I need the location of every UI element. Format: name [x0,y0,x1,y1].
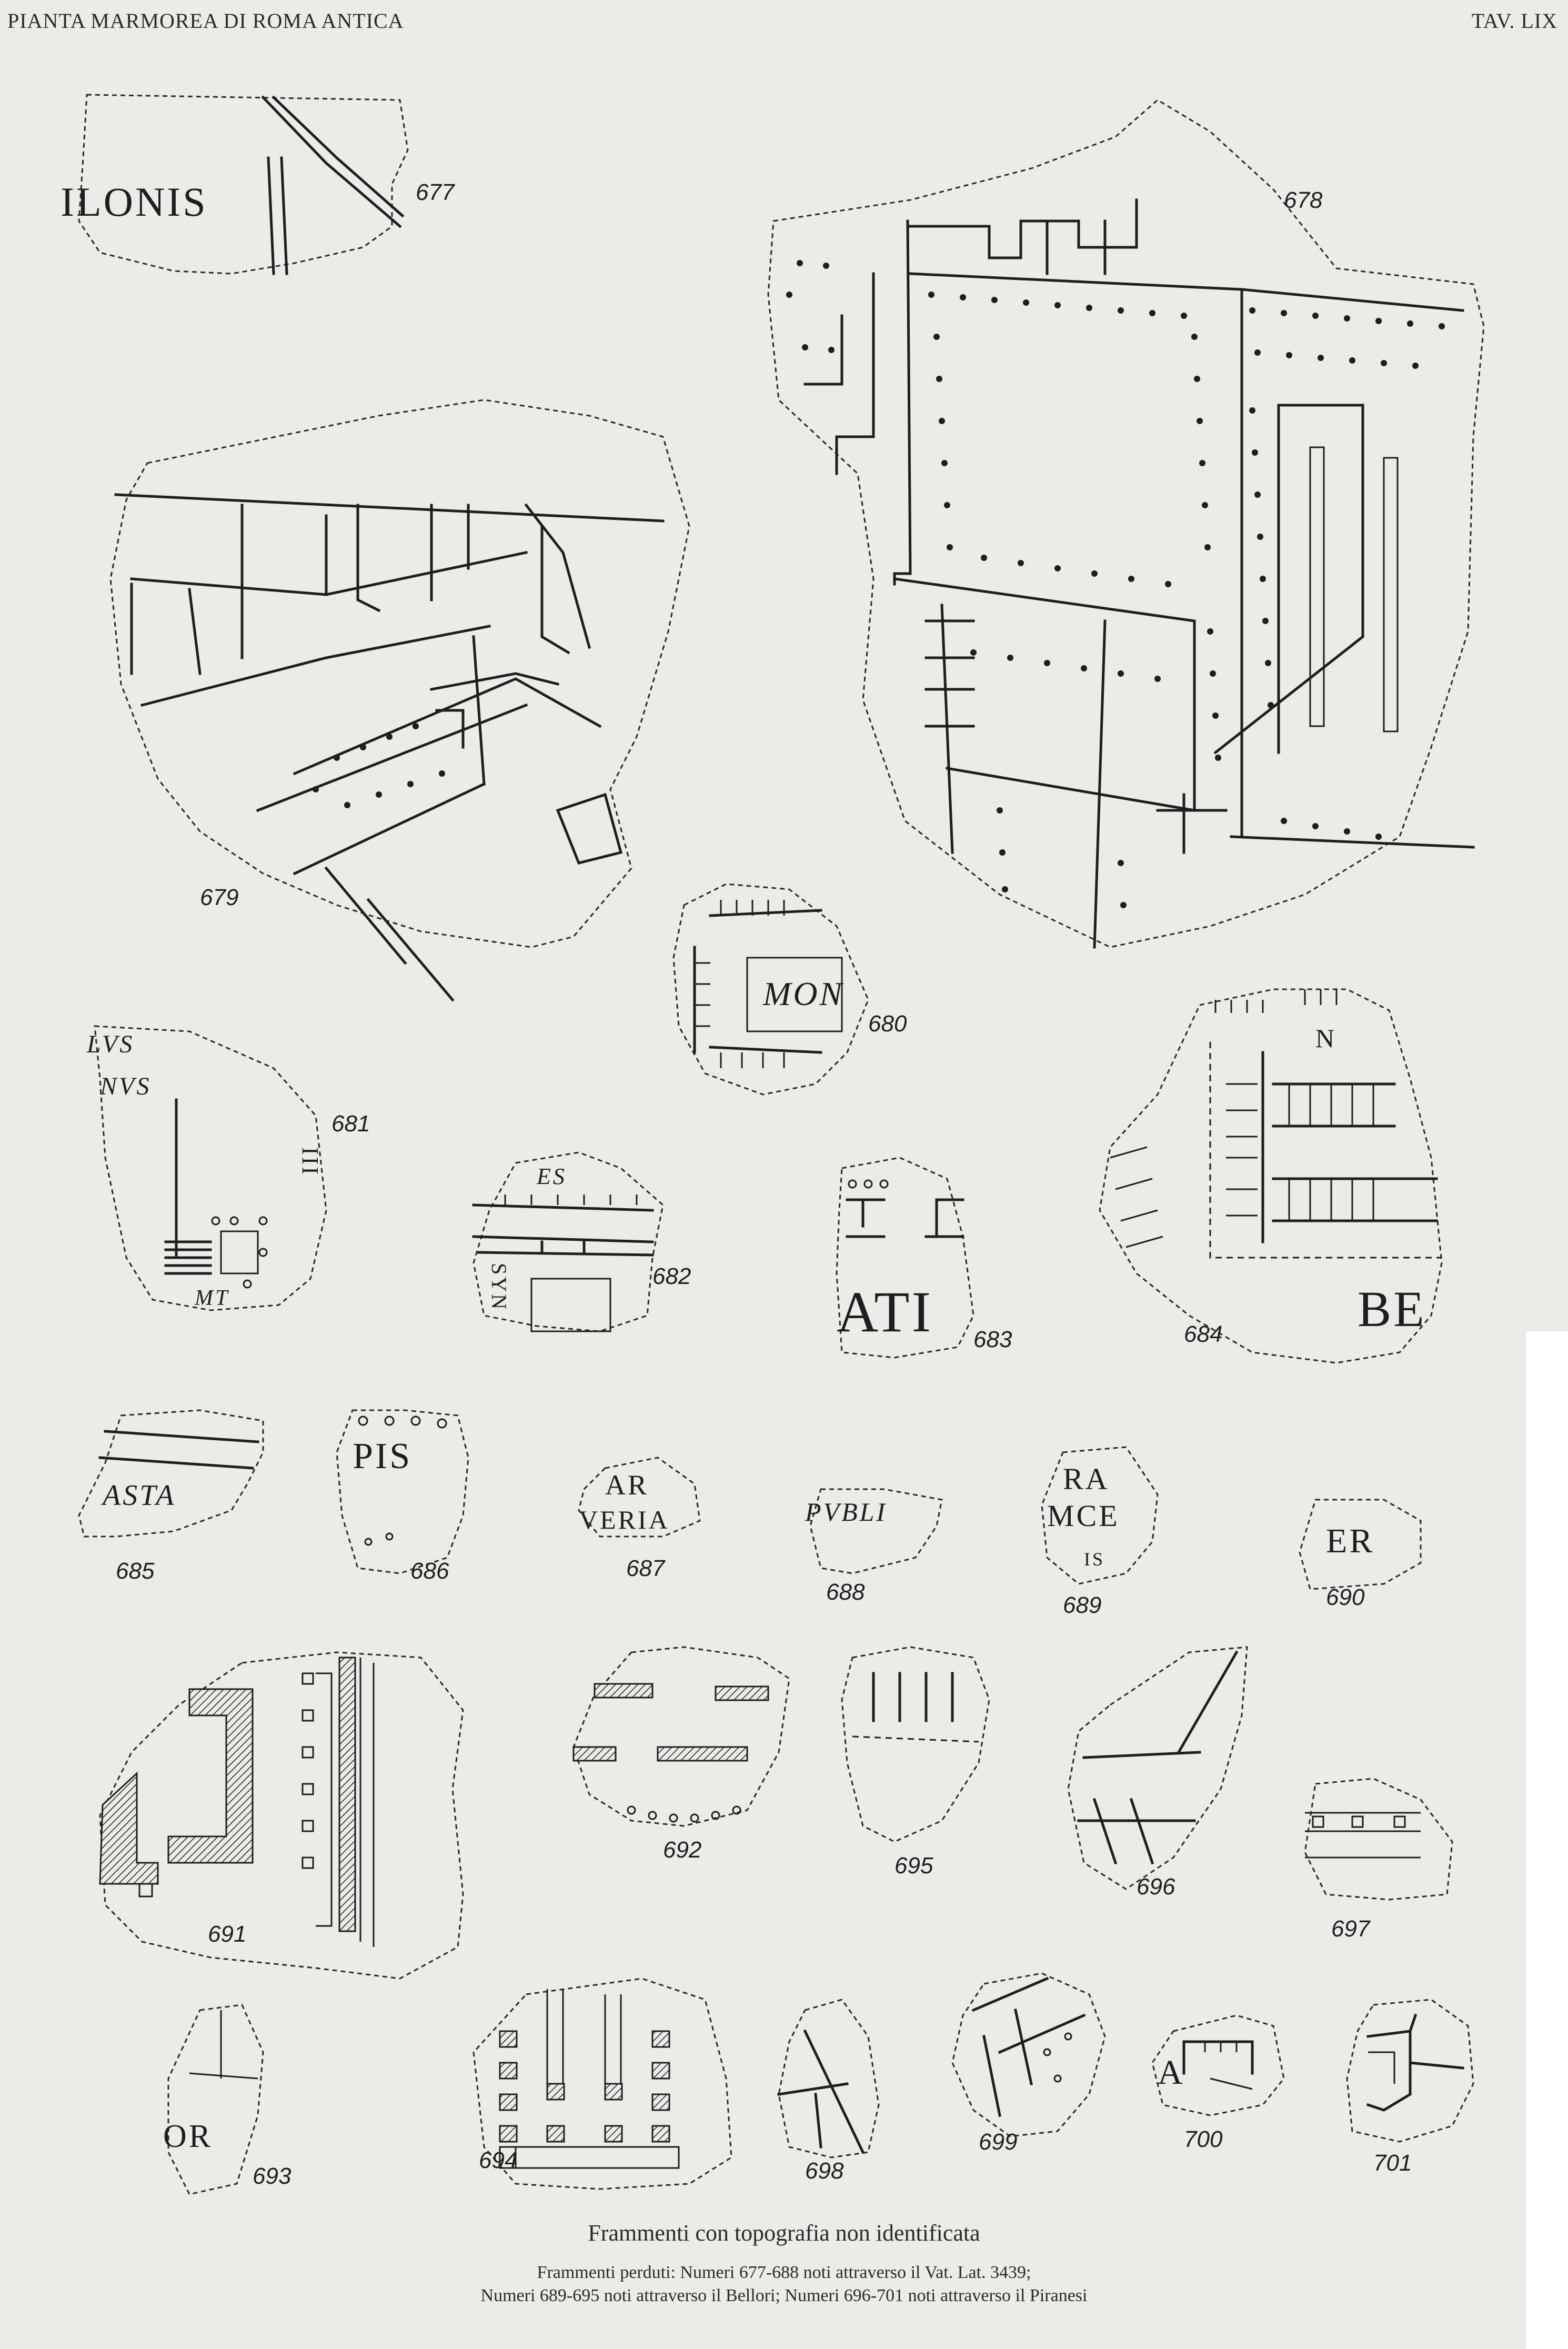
fragment-689 [1042,1447,1158,1618]
fragment-687 [579,1458,700,1581]
fragment-677-inscription-1: ILONIS [61,179,208,225]
fragment-695-number: 695 [894,1853,933,1879]
fragment-678 [768,100,1484,947]
fragment-693-inscription-1: OR [163,2119,213,2154]
fragment-689-inscription-1: RA [1063,1462,1110,1496]
fragment-687-inscription-1: AR [605,1469,649,1501]
fragment-681-inscription-1: LVS [87,1030,135,1058]
caption-title: Frammenti con topografia non identificata [588,2220,980,2246]
fragment-689-number: 689 [1063,1592,1102,1618]
fragment-699-number: 699 [979,2129,1018,2155]
fragment-683-number: 683 [973,1327,1012,1352]
caption-note-line-2: Numeri 689-695 noti attraverso il Bellori; Numeri 696-701 noti attraverso il Piranesi [480,2286,1088,2305]
fragment-682 [474,1152,691,1331]
fragment-687-inscription-2: VERIA [579,1505,670,1534]
plate-series-title: PIANTA MARMOREA DI ROMA ANTICA [7,9,404,33]
fragment-695-outline [842,1647,989,1842]
fragment-698 [779,2000,879,2184]
fragment-680 [674,884,907,1095]
fragment-692-number: 692 [663,1837,702,1863]
fragment-688-number: 688 [826,1579,865,1605]
fragment-684-inscription-2: BE [1358,1281,1426,1337]
fragment-681-number: 681 [331,1111,370,1137]
fragment-697-outline [1305,1779,1452,1900]
fragment-681-inscription-2: NVS [100,1072,152,1100]
fragment-694-number: 694 [479,2147,518,2173]
fragment-687-number: 687 [626,1555,665,1581]
fragment-693-outline [168,2005,263,2194]
fragment-685-number: 685 [116,1558,155,1584]
fragment-693-number: 693 [253,2163,292,2189]
fragment-701-number: 701 [1373,2150,1412,2176]
fragment-697 [1305,1779,1452,1942]
fragment-689-inscription-2: MCE [1047,1499,1120,1533]
fragment-677-number: 677 [416,179,455,205]
fragment-686-outline [337,1410,468,1573]
fragment-688-inscription-1: PVBLI [805,1497,888,1527]
fragment-688 [805,1489,942,1605]
fragment-684-inscription-1: N [1315,1023,1337,1053]
fragment-699-outline [952,1973,1105,2136]
fragment-678-colonnade [786,260,1445,908]
fragment-700 [1152,2015,1284,2152]
fragment-695 [842,1647,989,1879]
fragment-693 [163,2005,292,2194]
fragment-689-inscription-3: IS [1084,1549,1105,1570]
fragment-681 [86,1026,370,1310]
fragment-697-number: 697 [1331,1916,1370,1942]
fragment-681-inscription-3: III [297,1147,323,1177]
fragment-700-number: 700 [1184,2126,1223,2152]
fragment-679-outline [110,400,689,947]
fragment-685-inscription-1: ASTA [103,1479,176,1512]
plate-number: TAV. LIX [1471,9,1557,33]
fragment-691-outline [100,1652,463,1979]
fragment-682-inscription-1: ES [537,1163,567,1189]
fragment-694 [474,1979,731,2189]
fragment-683-inscription-1: ATI [837,1280,933,1344]
fragment-696-outline [1068,1647,1247,1889]
fragment-681-outline [95,1026,326,1310]
fragment-692-outline [574,1647,789,1826]
caption-note-line-1: Frammenti perduti: Numeri 677-688 noti attraverso il Vat. Lat. 3439; [537,2263,1031,2282]
fragment-683 [837,1158,1012,1358]
fragment-700-inscription-1: A [1158,2053,1185,2092]
fragment-684-number: 684 [1184,1321,1223,1347]
fragment-679-colonnade [313,723,445,808]
fragment-684 [1100,989,1442,1363]
fragment-686-number: 686 [410,1558,449,1584]
fragment-692 [574,1647,789,1863]
fragment-690-inscription-1: ER [1326,1522,1375,1560]
fragment-685 [79,1410,263,1584]
fragment-680-number: 680 [868,1011,907,1037]
fragment-680-inscription-1: MON [763,975,845,1012]
fragment-677 [61,95,455,274]
fragment-679 [110,400,689,1000]
fragment-701 [1347,2000,1473,2176]
fragment-686-inscription-1: PIS [353,1436,413,1477]
fragment-698-number: 698 [805,2158,844,2184]
fragment-679-number: 679 [200,885,239,910]
fragment-696-number: 696 [1137,1874,1175,1900]
fragment-682-number: 682 [652,1263,691,1289]
fragment-678-outline [768,100,1484,947]
fragment-699 [952,1973,1105,2155]
fragment-681-inscription-4: MT [195,1286,230,1310]
fragment-691-number: 691 [208,1921,247,1947]
fragment-696 [1068,1647,1247,1900]
fragment-682-inscription-2: SYN [487,1263,511,1312]
fragment-686 [337,1410,468,1584]
fragment-685-outline [79,1410,263,1537]
fragment-678-number: 678 [1284,187,1323,213]
fragment-690-number: 690 [1326,1584,1365,1610]
fragment-690 [1300,1500,1421,1610]
fragment-691 [100,1652,463,1979]
